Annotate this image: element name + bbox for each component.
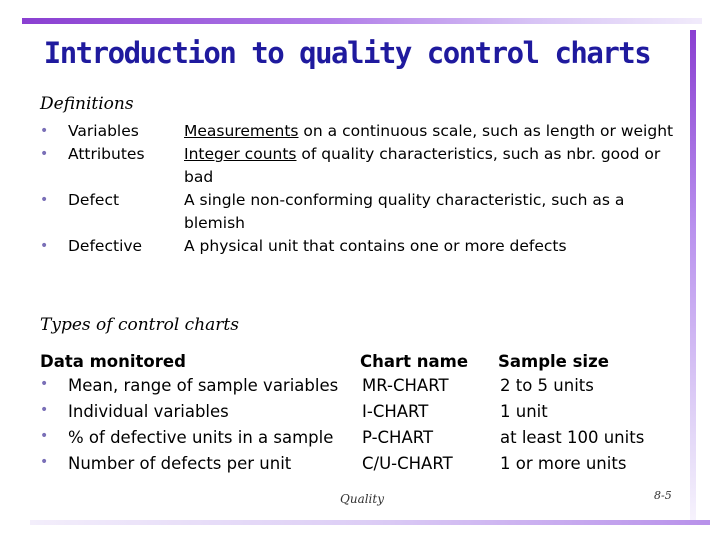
table-row [40, 376, 680, 402]
definition-description [184, 143, 680, 189]
definition-term: Attributes [68, 145, 145, 163]
bullet-icon: • [40, 146, 49, 162]
top-decorative-rule [22, 18, 702, 24]
definition-item [40, 189, 680, 235]
definition-term: Defect [68, 191, 120, 209]
table-row [40, 428, 680, 454]
definition-text: of quality characteristics, such as nbr. good or bad [184, 145, 661, 186]
bullet-icon: • [40, 123, 49, 139]
bullet-icon: • [40, 454, 49, 470]
cell-sample-size: 2 to 5 units [500, 376, 594, 395]
types-heading: Types of control charts [40, 315, 239, 335]
right-decorative-rule [690, 30, 696, 522]
cell-chart-name: C/U-CHART [362, 454, 453, 473]
definition-description [184, 120, 680, 143]
cell-data-monitored: Number of defects per unit [68, 454, 292, 473]
definition-term: Defective [68, 237, 143, 255]
column-header-chart-name: Chart name [360, 352, 469, 371]
definitions-list [40, 120, 680, 258]
footer-label: Quality [340, 492, 384, 506]
definition-text: A single non-conforming quality characteristic, such as a blemish [184, 191, 625, 232]
definition-item [40, 143, 680, 189]
cell-sample-size: at least 100 units [500, 428, 645, 447]
definition-underlined-text: Integer counts [184, 145, 297, 163]
table-row [40, 454, 680, 480]
bullet-icon: • [40, 402, 49, 418]
definition-item [40, 235, 680, 258]
table-row [40, 402, 680, 428]
definition-description [184, 189, 680, 235]
definitions-heading: Definitions [40, 94, 134, 114]
definition-description [184, 235, 680, 258]
definition-underlined-text: Measurements [184, 122, 299, 140]
definition-item [40, 120, 680, 143]
definition-text: A physical unit that contains one or more defects [184, 237, 567, 255]
bottom-decorative-rule [30, 520, 710, 525]
definition-term: Variables [68, 122, 139, 140]
table-header-row [40, 352, 680, 376]
cell-data-monitored: Mean, range of sample variables [68, 376, 339, 395]
bullet-icon: • [40, 238, 49, 254]
control-charts-table [40, 352, 680, 480]
cell-data-monitored: Individual variables [68, 402, 229, 421]
cell-chart-name: P-CHART [362, 428, 434, 447]
definition-text: on a continuous scale, such as length or weight [298, 122, 674, 140]
page-number: 8-5 [654, 489, 672, 502]
cell-data-monitored: % of defective units in a sample [68, 428, 334, 447]
column-header-data-monitored: Data monitored [40, 352, 186, 371]
bullet-icon: • [40, 376, 49, 392]
column-header-sample-size: Sample size [498, 352, 609, 371]
cell-sample-size: 1 or more units [500, 454, 627, 473]
bullet-icon: • [40, 192, 49, 208]
cell-chart-name: MR-CHART [362, 376, 449, 395]
cell-sample-size: 1 unit [500, 402, 548, 421]
bullet-icon: • [40, 428, 49, 444]
cell-chart-name: I-CHART [362, 402, 429, 421]
slide-title: Introduction to quality control charts [43, 36, 651, 70]
